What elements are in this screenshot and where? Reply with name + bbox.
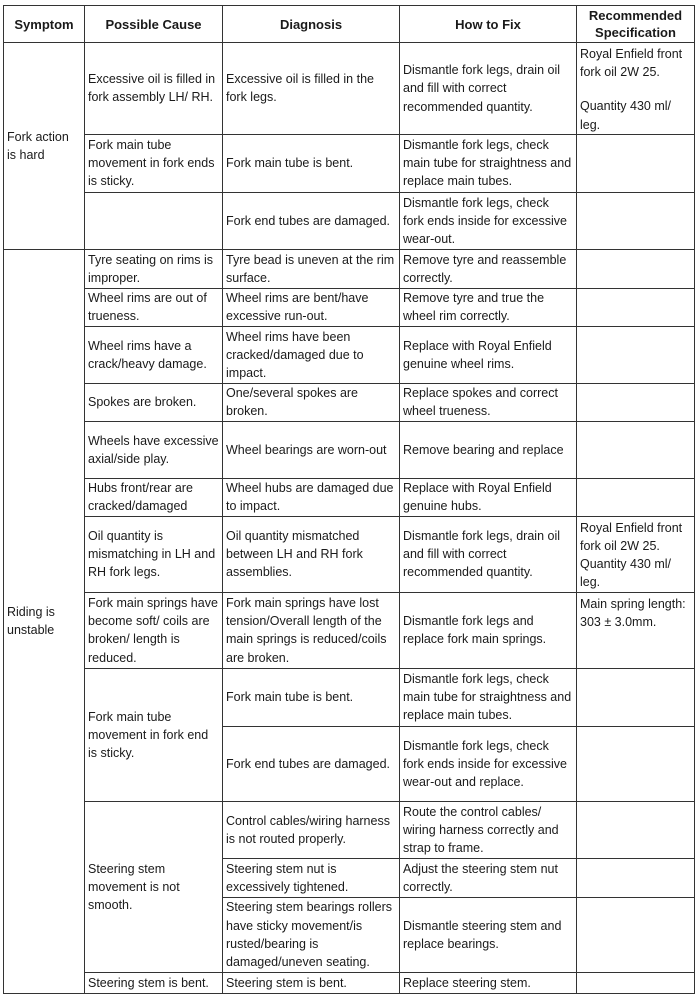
spec-cell	[577, 897, 695, 972]
diagnosis-cell: Excessive oil is filled in the fork legs.	[223, 43, 400, 135]
spec-oil-type: Royal Enfield front fork oil 2W 25.	[580, 47, 683, 80]
header-diagnosis: Diagnosis	[223, 6, 400, 43]
table-row	[4, 668, 695, 726]
diagnosis-cell: Steering stem nut is excessively tightened.	[223, 858, 400, 897]
diagnosis-cell: Wheel rims are bent/have excessive run-out.	[223, 288, 400, 326]
fix-cell: Remove tyre and reassemble correctly.	[400, 249, 577, 288]
fix-cell: Dismantle fork legs, drain oil and fill with correct recommended quantity.	[400, 43, 577, 135]
diagnosis-cell: Wheel rims have been cracked/damaged due to impact.	[223, 326, 400, 383]
cause-cell: Oil quantity is mismatching in LH and RH fork legs.	[85, 516, 223, 592]
spec-oil-quantity: Quantity 430 ml/ leg.	[580, 99, 672, 132]
diagnosis-cell: Fork main tube is bent.	[223, 668, 400, 726]
diagnosis-cell: Wheel hubs are damaged due to impact.	[223, 478, 400, 516]
spec-cell	[577, 192, 695, 249]
cause-cell: Wheels have excessive axial/side play.	[85, 421, 223, 478]
diagnosis-cell: Fork end tubes are damaged.	[223, 192, 400, 249]
cause-cell: Excessive oil is filled in fork assembly LH/ RH.	[85, 43, 223, 135]
fix-cell: Adjust the steering stem nut correctly.	[400, 858, 577, 897]
fix-cell: Dismantle steering stem and replace bearings.	[400, 897, 577, 972]
table-row	[4, 43, 695, 135]
spec-cell	[577, 288, 695, 326]
fix-cell: Dismantle fork legs, check fork ends inside for excessive wear-out and replace.	[400, 726, 577, 801]
cause-cell: Wheel rims have a crack/heavy damage.	[85, 326, 223, 383]
diagnosis-cell: Oil quantity mismatched between LH and RH fork assemblies.	[223, 516, 400, 592]
table-row	[4, 516, 695, 592]
table-row	[4, 801, 695, 858]
fix-cell: Route the control cables/ wiring harness correctly and strap to frame.	[400, 801, 577, 858]
spec-cell	[577, 421, 695, 478]
table-row	[4, 421, 695, 478]
fix-cell: Dismantle fork legs, check main tube for straightness and replace main tubes.	[400, 134, 577, 192]
diagnosis-cell: Fork main springs have lost tension/Overall length of the main springs is reduced/coils are broken.	[223, 592, 400, 668]
spec-cell: Main spring length: 303 ± 3.0mm.	[577, 592, 695, 668]
table-row	[4, 249, 695, 288]
table-row	[4, 383, 695, 421]
table-row	[4, 478, 695, 516]
spec-cell	[577, 134, 695, 192]
spec-cell	[577, 858, 695, 897]
table-row	[4, 134, 695, 192]
spec-cell	[577, 668, 695, 726]
table-row	[4, 192, 695, 249]
cause-cell	[85, 192, 223, 249]
diagnosis-cell: Control cables/wiring harness is not routed properly.	[223, 801, 400, 858]
symptom-cell: Riding is unstable	[4, 249, 85, 993]
fix-cell: Remove bearing and replace	[400, 421, 577, 478]
fix-cell: Replace with Royal Enfield genuine wheel rims.	[400, 326, 577, 383]
diagnosis-cell: Fork main tube is bent.	[223, 134, 400, 192]
cause-cell: Hubs front/rear are cracked/damaged	[85, 478, 223, 516]
header-recommended-specification: Recommended Specification	[577, 6, 695, 43]
spec-cell	[577, 972, 695, 993]
cause-cell: Tyre seating on rims is improper.	[85, 249, 223, 288]
cause-cell: Fork main springs have become soft/ coils are broken/ length is reduced.	[85, 592, 223, 668]
diagnosis-cell: Tyre bead is uneven at the rim surface.	[223, 249, 400, 288]
header-row	[4, 6, 695, 43]
header-possible-cause: Possible Cause	[85, 6, 223, 43]
table-row	[4, 592, 695, 668]
cause-cell: Steering stem is bent.	[85, 972, 223, 993]
spec-cell	[577, 478, 695, 516]
spec-cell	[577, 726, 695, 801]
fix-cell: Dismantle fork legs, check fork ends inside for excessive wear-out.	[400, 192, 577, 249]
troubleshooting-table	[3, 5, 695, 994]
diagnosis-cell: One/several spokes are broken.	[223, 383, 400, 421]
cause-cell: Wheel rims are out of trueness.	[85, 288, 223, 326]
header-symptom: Symptom	[4, 6, 85, 43]
fix-cell: Replace spokes and correct wheel trueness.	[400, 383, 577, 421]
spec-cell	[577, 326, 695, 383]
fix-cell: Replace with Royal Enfield genuine hubs.	[400, 478, 577, 516]
symptom-cell: Fork action is hard	[4, 43, 85, 250]
spec-cell	[577, 383, 695, 421]
fix-cell: Dismantle fork legs, check main tube for straightness and replace main tubes.	[400, 668, 577, 726]
table-row	[4, 972, 695, 993]
header-how-to-fix: How to Fix	[400, 6, 577, 43]
cause-cell: Fork main tube movement in fork end is sticky.	[85, 668, 223, 801]
fix-cell: Replace steering stem.	[400, 972, 577, 993]
fix-cell: Remove tyre and true the wheel rim correctly.	[400, 288, 577, 326]
cause-cell: Steering stem movement is not smooth.	[85, 801, 223, 972]
spec-cell	[577, 43, 695, 135]
diagnosis-cell: Steering stem bearings rollers have sticky movement/is rusted/bearing is damaged/uneven seating.	[223, 897, 400, 972]
spec-cell: Royal Enfield front fork oil 2W 25. Quantity 430 ml/ leg.	[577, 516, 695, 592]
diagnosis-cell: Wheel bearings are worn-out	[223, 421, 400, 478]
fix-cell: Dismantle fork legs and replace fork main springs.	[400, 592, 577, 668]
diagnosis-cell: Steering stem is bent.	[223, 972, 400, 993]
cause-cell: Fork main tube movement in fork ends is sticky.	[85, 134, 223, 192]
fix-cell: Dismantle fork legs, drain oil and fill with correct recommended quantity.	[400, 516, 577, 592]
cause-cell: Spokes are broken.	[85, 383, 223, 421]
spec-cell	[577, 801, 695, 858]
spec-cell	[577, 249, 695, 288]
table-row	[4, 326, 695, 383]
diagnosis-cell: Fork end tubes are damaged.	[223, 726, 400, 801]
table-row	[4, 288, 695, 326]
